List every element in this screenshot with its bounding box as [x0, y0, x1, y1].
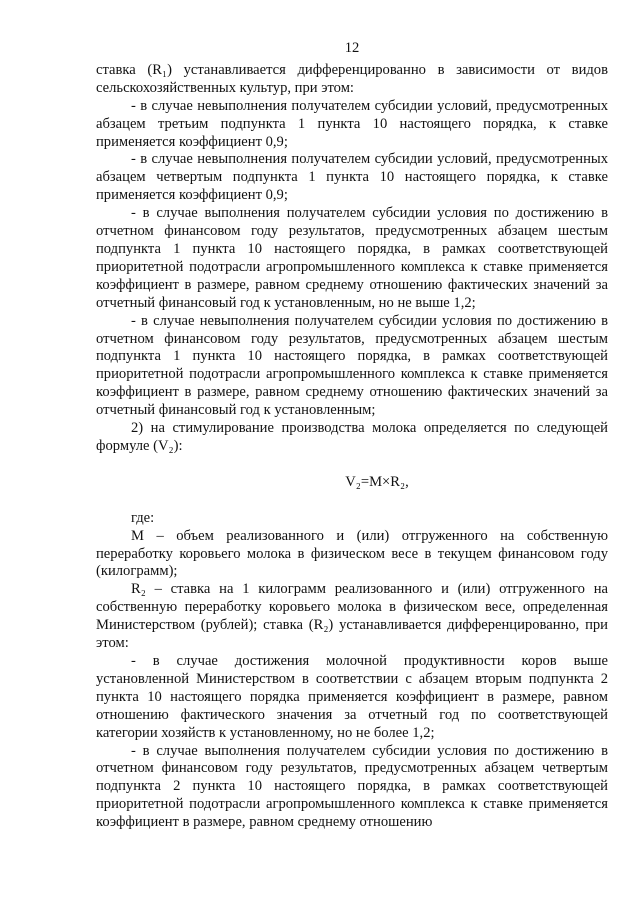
document-page [96, 40, 608, 832]
paragraph: 2) на стимулирование производства молока определяется по следующей формуле (V₂): [96, 420, 608, 454]
paragraph: - в случае невыполнения получателем субсидии условий, предусмотренных абзацем четвертым подпункта 1 пункта 10 настоящего порядка, к ставке применяется коэффициент 0,9; [96, 151, 608, 204]
paragraph: ставка (R₁) устанавливается дифференцированно в зависимости от видов сельскохозяйственных культур, при этом: [96, 61, 608, 96]
paragraph: - в случае выполнения получателем субсидии условия по достижению в отчетном финансовом году результатов, предусмотренных абзацем четвертым подпункта 2 пункта 10 настоящего порядка, в рамках соответствующей приоритетной подотрасли агропромышленного комплекса к ставке применяется коэффициент в размере, равном среднему отношению [96, 742, 608, 831]
formula: V₂=M×R₂, [345, 473, 409, 490]
paragraph: - в случае выполнения получателем субсидии условия по достижению в отчетном финансовом году результатов, предусмотренных абзацем шестым подпункта 1 пункта 10 настоящего порядка, в рамках соответствующей приоритетной подотрасли агропромышленного комплекса к ставке применяется коэффициент в размере, равном среднему отношению фактических значений за отчетный финансовый год к установленным, но не выше 1,2; [96, 205, 608, 311]
paragraph: - в случае невыполнения получателем субсидии условий, предусмотренных абзацем третьим подпункта 1 пункта 10 настоящего порядка, к ставке применяется коэффициент 0,9; [96, 97, 608, 150]
paragraph: - в случае достижения молочной продуктивности коров выше установленной Министерством в соответствии с абзацем вторым подпункта 2 пункта 10 настоящего порядка применяется коэффициент в размере, равном отношению фактического значения за отчетный год по соответствующей категории хозяйств к установленному, но не более 1,2; [96, 653, 608, 741]
page-number: 12 [344, 40, 360, 56]
paragraph: - в случае невыполнения получателем субсидии условия по достижению в отчетном финансовом году результатов, предусмотренных абзацем шестым подпункта 1 пункта 10 настоящего порядка, в рамках соответствующей приоритетной подотрасли агропромышленного комплекса к ставке применяется коэффициент в размере, равном среднему отношению фактических значений за отчетный финансовый год к установленным; [96, 312, 608, 419]
paragraph-where: где: [131, 509, 155, 526]
paragraph: R₂ – ставка на 1 килограмм реализованного и (или) отгруженного на собственную переработку коровьего молока в физическом весе, определенная Министерством (рублей); ставка (R₂) устанавливается дифференцированно, при этом: [96, 581, 608, 652]
paragraph: М – объем реализованного и (или) отгруженного на собственную переработку коровьего молока в физическом весе в текущем финансовом году (килограмм); [96, 527, 608, 580]
